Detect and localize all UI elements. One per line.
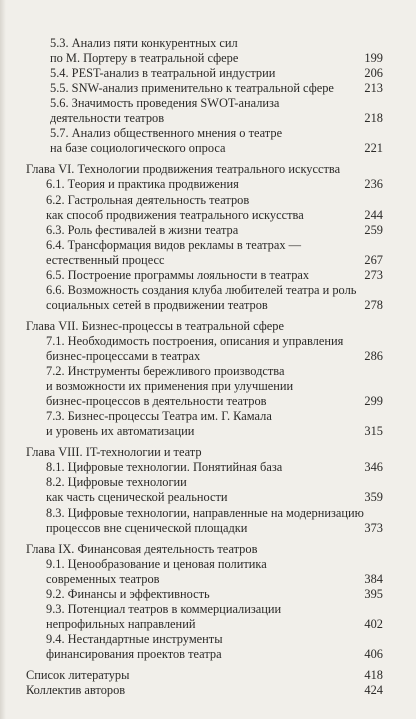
toc-page-number: 278 [364, 297, 383, 312]
toc-entry-line [46, 238, 383, 253]
toc-entry-text: по М. Портеру в театральной сфере [50, 51, 239, 66]
toc-entry-text: процессов вне сценической площадки [46, 520, 248, 535]
toc-page-number: 299 [364, 394, 383, 409]
toc-entry-text: 8.2. Цифровые технологии [46, 475, 187, 490]
toc-entry-text: 5.5. SNW-анализ применительно к театральной сфере [50, 81, 334, 96]
toc-entry-text: и уровень их автоматизации [46, 424, 195, 439]
toc-entry-line [46, 268, 383, 283]
toc-entry-line [46, 223, 383, 238]
toc-entry-text: 6.3. Роль фестивалей в жизни театра [46, 222, 239, 237]
toc-entry-text: 5.7. Анализ общественного мнения о театре [50, 126, 283, 141]
toc-page-number: 286 [364, 349, 383, 363]
toc-entry-text: 7.2. Инструменты бережливого производства [46, 364, 285, 379]
toc-entry-text: и возможности их применения при улучшении [46, 379, 294, 394]
toc-entry-text: 7.1. Необходимость построения, описания и управления [46, 333, 344, 348]
toc-entry-line [46, 379, 383, 394]
toc-entry-line [46, 460, 383, 475]
toc-entry-line [46, 364, 383, 379]
toc-entry-text: 6.1. Теория и практика продвижения [46, 177, 239, 192]
toc-entry-text: как способ продвижения театрального искусства [46, 207, 304, 222]
toc-entry-line [50, 141, 383, 156]
toc-entry-line [46, 490, 383, 505]
toc-page-number: 244 [364, 207, 383, 222]
toc-entry-line [46, 587, 383, 602]
toc-page-number: 395 [364, 586, 383, 601]
toc-entry-text: на базе социологического опроса [50, 141, 226, 156]
toc-entry-text: 9.1. Ценообразование и ценовая политика [46, 556, 267, 571]
toc-entry-line [46, 298, 383, 313]
toc-entry-line [46, 617, 383, 632]
toc-entry-line [46, 177, 383, 192]
toc-entry-text: непрофильных направлений [46, 616, 196, 631]
toc-entry-text: 6.6. Возможность создания клуба любителей театра и роль [46, 282, 357, 297]
toc-entry-text: 6.5. Построение программы лояльности в театрах [46, 267, 310, 282]
toc-page-number: 267 [364, 252, 383, 267]
toc-chapter-line [26, 542, 383, 557]
page-gutter-shadow [0, 0, 6, 719]
toc-entry-line [50, 96, 383, 111]
toc-entry-line [46, 394, 383, 409]
toc-page-number: 406 [364, 646, 383, 661]
toc-entry-text: 9.4. Нестандартные инструменты [46, 631, 223, 646]
toc-page-number: 359 [364, 490, 383, 505]
toc-entry-line [50, 36, 383, 51]
toc-page-number: 346 [364, 460, 383, 475]
toc-entry-line [46, 521, 383, 536]
toc-chapter-line [26, 683, 383, 698]
toc-page-number: 273 [364, 267, 383, 282]
toc-entry-text: Коллектив авторов [26, 683, 126, 698]
toc-entry-text: 6.4. Трансформация видов рекламы в театрах — [46, 237, 302, 252]
toc-entry-line [50, 111, 383, 126]
toc-entry-text: бизнес-процессами в театрах [46, 349, 201, 363]
toc-entry-text: бизнес-процессов в деятельности театров [46, 394, 267, 409]
toc-entry-text: современных театров [46, 571, 160, 586]
toc-entry-line [46, 349, 383, 364]
toc-page-number: 221 [364, 141, 383, 156]
toc-entry-text: социальных сетей в продвижении театров [46, 297, 268, 312]
toc-entry-line [46, 193, 383, 208]
toc-entry-line [46, 557, 383, 572]
toc-entry-text: 9.2. Финансы и эффективность [46, 586, 210, 601]
toc-entry-line [46, 409, 383, 424]
toc-entry-text: Список литературы [26, 668, 130, 682]
toc-entry-line [50, 51, 383, 66]
toc-entry-text: Глава IX. Финансовая деятельность театров [26, 541, 258, 556]
toc-entry-line [46, 602, 383, 617]
toc-page-number: 402 [364, 616, 383, 631]
toc-entry-line [46, 506, 383, 521]
toc-entry-line [46, 572, 383, 587]
toc-entry-text: 9.3. Потенциал театров в коммерциализации [46, 601, 282, 616]
toc-page-number: 236 [364, 177, 383, 192]
toc-entry-line [46, 632, 383, 647]
toc-page-number: 315 [364, 424, 383, 439]
toc-page-number: 424 [364, 683, 383, 698]
toc-page-number: 259 [364, 222, 383, 237]
toc-page-number: 373 [364, 520, 383, 535]
toc-page-number: 206 [364, 66, 383, 81]
toc-chapter-line [26, 319, 383, 334]
toc-page-number: 384 [364, 571, 383, 586]
toc-entry-text: как часть сценической реальности [46, 490, 228, 505]
toc-entry-text: 5.6. Значимость проведения SWOT-анализа [50, 96, 280, 111]
toc-entry-text: 5.3. Анализ пяти конкурентных сил [50, 36, 238, 50]
toc-entry-text: Глава VII. Бизнес-процессы в театральной сфере [26, 318, 285, 333]
toc-entry-line [46, 283, 383, 298]
toc-entry-line [46, 334, 383, 349]
toc-page-number: 199 [364, 51, 383, 66]
toc-entry-line [50, 81, 383, 96]
toc-entry-text: 7.3. Бизнес-процессы Театра им. Г. Камала [46, 409, 272, 424]
toc-entry-text: 5.4. PEST-анализ в театральной индустрии [50, 66, 276, 81]
toc-page-number: 218 [364, 111, 383, 126]
toc-entry-line [46, 475, 383, 490]
toc-chapter-line [26, 445, 383, 460]
toc-entry-text: деятельности театров [50, 111, 165, 126]
toc-page-number: 418 [364, 668, 383, 682]
toc-entry-text: 6.2. Гастрольная деятельность театров [46, 192, 250, 207]
toc-entry-line [46, 208, 383, 223]
toc-entry-line [46, 647, 383, 662]
toc-entry-line [50, 66, 383, 81]
toc-entry-text: Глава VI. Технологии продвижения театрального искусства [26, 162, 341, 177]
toc-entry-line [46, 424, 383, 439]
toc-entry-text: финансирования проектов театра [46, 646, 222, 661]
toc-chapter-line [26, 162, 383, 177]
toc-entry-line [46, 253, 383, 268]
toc-entry-text: естественный процесс [46, 252, 165, 267]
toc-page-number: 213 [364, 81, 383, 96]
toc-entry-text: 8.3. Цифровые технологии, направленные на модернизацию [46, 505, 364, 520]
toc-entry-text: Глава VIII. IT-технологии и театр [26, 445, 202, 460]
toc-entry-line [50, 126, 383, 141]
toc-entry-text: 8.1. Цифровые технологии. Понятийная база [46, 460, 283, 475]
toc-chapter-line [26, 668, 383, 683]
